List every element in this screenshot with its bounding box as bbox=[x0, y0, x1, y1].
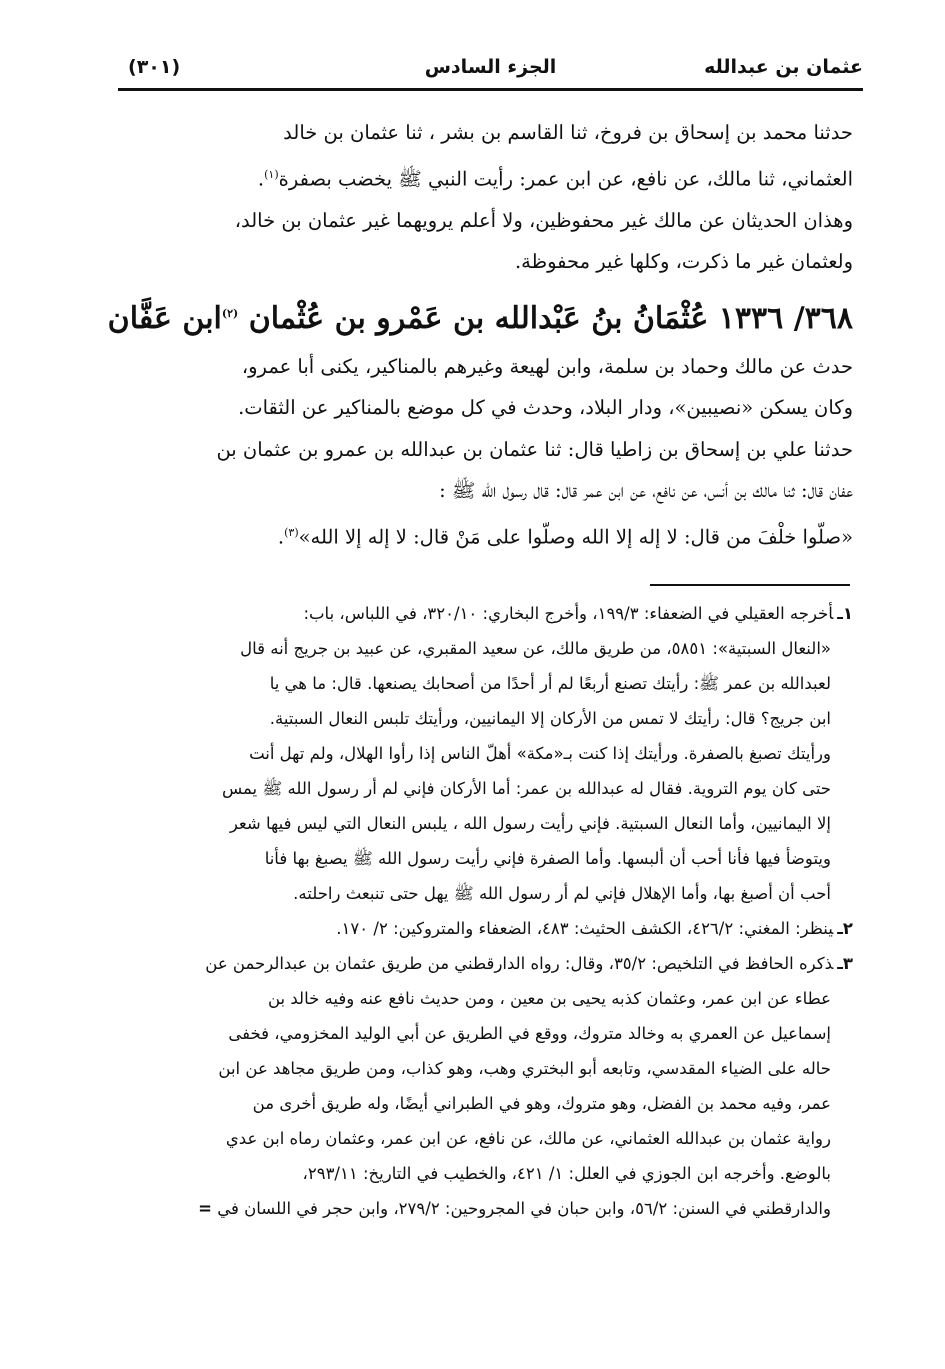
footnote-line: ٣ـذكره الحافظ في التلخيص: ٣٥/٢، وقال: رواه الدارقطني من طريق عثمان بن عبدالرحمن عن bbox=[205, 954, 853, 973]
main-line: حدث عن مالك وحماد بن سلمة، وابن لهيعة وغيرهم بالمناكير، يكنى أبا عمرو، bbox=[241, 354, 853, 378]
main-line: حدثنا علي بن إسحاق بن زاطيا قال: ثنا عثمان بن عبدالله بن عمرو بن عثمان بن bbox=[216, 437, 853, 461]
footnote-line: ويتوضأ فيها فأنا أحب أن ألبسها. وأما الصفرة فإني رأيت رسول الله ﷺ يصبغ بها فأنا bbox=[264, 849, 831, 868]
main-line: العثماني، ثنا مالك، عن نافع، عن ابن عمر: رأيت النبي ﷺ يخضب بصفرة$^{(١)}$. bbox=[257, 167, 853, 190]
footnote-line: بالوضع. وأخرجه ابن الجوزي في العلل: ١/ ٤٢١، والخطيب في التاريخ: ٢٩٣/١١، bbox=[302, 1164, 831, 1183]
footnote-line: والدارقطني في السنن: ٥٦/٢، وابن حبان في المجروحين: ٢٧٩/٢، وابن حجر في اللسان في = bbox=[198, 1199, 831, 1218]
main-text bbox=[107, 112, 853, 558]
footnote-line: ٢ـينظر: المغني: ٤٢٦/٢، الكشف الحثيث: ٤٨٣، الضعفاء والمتروكين: ٢/ ١٧٠. bbox=[336, 919, 853, 938]
footnote-ref: (١) bbox=[264, 167, 279, 181]
continuation-mark: = bbox=[198, 1199, 212, 1218]
footnote-line: أحب أن أصبغ بها، وأما الإهلال فإني لم أر رسول الله ﷺ يهل حتى تنبعث راحلته. bbox=[293, 884, 831, 903]
main-line: حدثنا محمد بن إسحاق بن فروخ، ثنا القاسم بن بشر ، ثنا عثمان بن خالد bbox=[283, 121, 853, 144]
footnote-line: ابن جريج؟ قال: رأيتك لا تمس من الأركان إلا اليمانيين، ورأيتك تلبس النعال السبتية. bbox=[269, 709, 831, 728]
footnote-1 bbox=[118, 596, 853, 911]
footnote-line: عمر، وفيه محمد بن الفضل، وهو متروك، وهو في الطبراني أيضًا، وله طريق أخرى من bbox=[252, 1094, 831, 1113]
footnote-ref: (٣) bbox=[284, 525, 299, 539]
main-line: وكان يسكن «نصيبين»، ودار البلاد، وحدث في كل موضع بالمناكير عن الثقات. bbox=[238, 396, 853, 419]
footnote-3 bbox=[118, 946, 853, 1226]
header-volume: الجزء السادس bbox=[424, 56, 557, 78]
main-line: وهذان الحديثان عن مالك غير محفوظين، ولا أعلم يرويهما غير عثمان بن خالد، bbox=[234, 208, 853, 232]
header-author: عثمان بن عبدالله bbox=[704, 56, 863, 78]
footnote-2 bbox=[118, 911, 853, 946]
footnote-line: إسماعيل عن العمري به وخالد متروك، ووقع في الطريق عن أبي الوليد المخزومي، فخفى bbox=[228, 1024, 831, 1043]
footnotes bbox=[118, 596, 853, 1226]
main-line: عفان قال: ثنا مالك بن أنس، عن نافع، عن ابن عمر قال: قال رسول الله ﷺ : bbox=[439, 479, 853, 502]
main-line: «صلّوا خلْفَ من قال: لا إله إلا الله وصلّوا على مَنْ قال: لا إله إلا الله»$^{(٣)}$. bbox=[277, 525, 853, 548]
main-line: ولعثمان غير ما ذكرت، وكلها غير محفوظة. bbox=[514, 250, 853, 273]
footnote-line: لعبدالله بن عمر ﷺ: رأيتك تصنع أربعًا لم أر أحدًا من أصحابك يصنعها. قال: ما هي يا bbox=[269, 674, 831, 693]
footnote-ref: (٢) bbox=[221, 306, 239, 320]
page-header bbox=[118, 48, 863, 91]
entry-title: ٣٦٨/ ١٣٣٦ عُثْمَانُ بنُ عَبْدالله بن عَمْرو بن عُثْمان $^{(٢)}$ابن عَفَّان bbox=[107, 300, 853, 336]
footnote-line: عطاء عن ابن عمر، وعثمان كذبه يحيى بن معين ، ومن حديث نافع عنه وفيه خالد بن bbox=[268, 989, 831, 1008]
footnote-line: ١ـأخرجه العقيلي في الضعفاء: ١٩٩/٣، وأخرج البخاري: ٣٢٠/١٠، في اللباس، باب: bbox=[303, 604, 853, 623]
footnote-line: ورأيتك تصبغ بالصفرة. ورأيتك إذا كنت بـ«مكة» أهلّ الناس إذا رأوا الهلال، ولم تهل أنت bbox=[249, 744, 831, 763]
header-page-number: (٣٠١) bbox=[128, 56, 181, 78]
footnote-line: حاله على الضياء المقدسي، وتابعه أبو البختري وهب، وهو كذاب، ومن طريق مجاهد عن ابن bbox=[218, 1059, 831, 1078]
footnote-line: إلا اليمانيين، وأما النعال السبتية. فإني رأيت رسول الله ، يلبس النعال التي ليس فيها شعر bbox=[229, 814, 831, 833]
footnote-divider bbox=[650, 584, 850, 586]
footnote-line: رواية عثمان بن عبدالله العثماني، عن مالك، عن نافع، عن ابن عمر، وعثمان رماه ابن عدي bbox=[225, 1129, 831, 1148]
footnote-line: حتى كان يوم التروية. فقال له عبدالله بن عمر: أما الأركان فإني لم أر رسول الله ﷺ يمس bbox=[221, 779, 831, 798]
footnote-line: «النعال السبتية»: ٥٨٥١، من طريق مالك، عن سعيد المقبري، عن عبيد بن جريج أنه قال bbox=[240, 639, 831, 658]
